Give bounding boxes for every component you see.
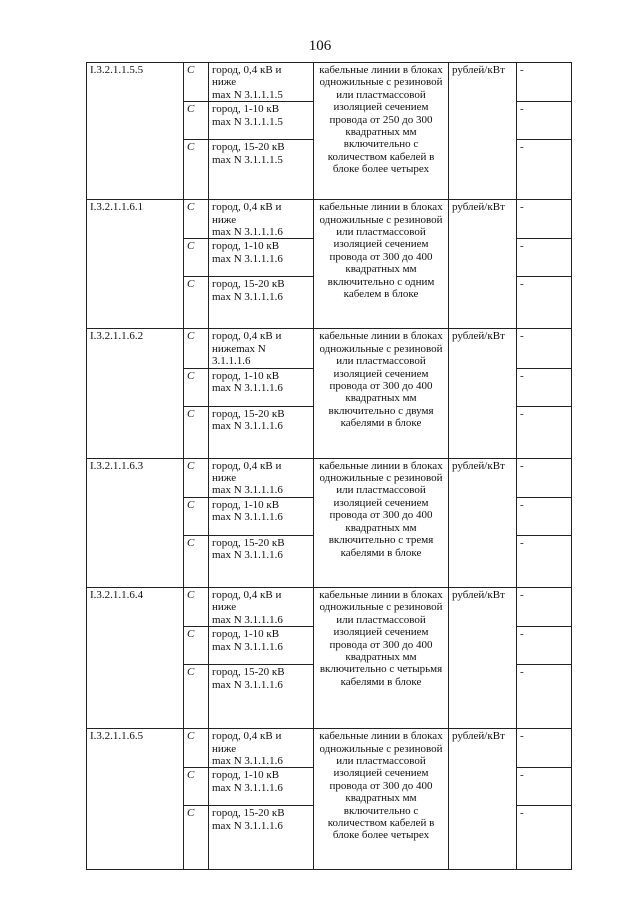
description-text: кабельные линии в блоках одножильные с резиновой или пластмассовой изоляцией сечением провода от 300 до 400 квадратных мм включительно с одним кабелем в блоке <box>319 201 443 301</box>
unit-cell: рублей/кВт <box>449 63 517 200</box>
condition-text: город, 15-20 кВ max N 3.1.1.1.5 <box>212 141 285 166</box>
unit-cell: рублей/кВт <box>449 587 517 728</box>
condition-cell <box>209 535 314 587</box>
condition-text: город, 15-20 кВ max N 3.1.1.1.6 <box>212 278 285 303</box>
rate-value: - <box>517 627 572 665</box>
rate-value: - <box>517 535 572 587</box>
condition-text: город, 0,4 кВ и ниже max N 3.1.1.1.5 <box>212 64 283 101</box>
condition-text: город, 15-20 кВ max N 3.1.1.1.6 <box>212 807 285 832</box>
condition-text: город, 15-20 кВ max N 3.1.1.1.6 <box>212 407 285 433</box>
unit-cell: рублей/кВт <box>449 329 517 458</box>
rate-value: - <box>517 140 572 200</box>
item-code: I.3.2.1.1.6.1 <box>87 200 184 329</box>
description-text: кабельные линии в блоках одножильные с резиновой или пластмассовой изоляцией сечением провода от 300 до 400 квадратных мм включительно с количеством кабелей в блоке более четырех <box>319 730 443 842</box>
description-text: кабельные линии в блоках одножильные с резиновой или пластмассовой изоляцией сечением провода от 300 до 400 квадратных мм включительно с четырьмя кабелями в блоке <box>319 588 443 688</box>
condition-text: город, 0,4 кВ и ниже max N 3.1.1.1.6 <box>212 730 283 767</box>
table-row <box>87 587 572 626</box>
condition-text: город, 15-20 кВ max N 3.1.1.1.6 <box>212 666 285 691</box>
tariff-table-body <box>87 63 572 870</box>
condition-cell <box>209 368 314 406</box>
unit-cell: рублей/кВт <box>449 458 517 587</box>
rate-value: - <box>517 768 572 806</box>
rate-value: - <box>517 200 572 239</box>
condition-text: город, 0,4 кВ и нижеmax N 3.1.1.1.6 <box>212 330 282 368</box>
voltage-category: С <box>184 200 209 239</box>
item-description <box>314 458 449 587</box>
rate-value: - <box>517 63 572 102</box>
item-code: I.3.2.1.1.6.4 <box>87 587 184 728</box>
rate-value: - <box>517 665 572 729</box>
description-text: кабельные линии в блоках одножильные с резиновой или пластмассовой изоляцией сечением провода от 300 до 400 квадратных мм включительно с тремя кабелями в блоке <box>319 459 443 559</box>
condition-cell <box>209 806 314 870</box>
condition-cell <box>209 140 314 200</box>
condition-cell <box>209 627 314 665</box>
voltage-category: С <box>184 102 209 140</box>
item-description <box>314 63 449 200</box>
rate-value: - <box>517 729 572 768</box>
condition-cell <box>209 458 314 497</box>
condition-text: город, 1-10 кВ max N 3.1.1.1.6 <box>212 769 283 794</box>
condition-cell <box>209 239 314 277</box>
condition-text: город, 1-10 кВ max N 3.1.1.1.6 <box>212 369 283 395</box>
table-row <box>87 329 572 368</box>
voltage-category: С <box>184 768 209 806</box>
item-code: I.3.2.1.1.5.5 <box>87 63 184 200</box>
rate-value: - <box>517 587 572 626</box>
item-description <box>314 200 449 329</box>
item-code: I.3.2.1.1.6.2 <box>87 329 184 458</box>
table-row <box>87 63 572 102</box>
condition-text: город, 1-10 кВ max N 3.1.1.1.6 <box>212 628 283 653</box>
condition-text: город, 1-10 кВ max N 3.1.1.1.6 <box>212 240 283 265</box>
condition-text: город, 1-10 кВ max N 3.1.1.1.5 <box>212 103 283 128</box>
condition-cell <box>209 665 314 729</box>
voltage-category: С <box>184 627 209 665</box>
condition-text: город, 0,4 кВ и ниже max N 3.1.1.1.6 <box>212 588 283 626</box>
item-description <box>314 729 449 870</box>
voltage-category: С <box>184 806 209 870</box>
rate-value: - <box>517 458 572 497</box>
rate-value: - <box>517 329 572 368</box>
unit-cell: рублей/кВт <box>449 729 517 870</box>
voltage-category: С <box>184 63 209 102</box>
voltage-category: С <box>184 140 209 200</box>
table-row <box>87 458 572 497</box>
condition-cell <box>209 587 314 626</box>
condition-cell <box>209 63 314 102</box>
table-row <box>87 200 572 239</box>
condition-cell <box>209 406 314 458</box>
table-row <box>87 729 572 768</box>
condition-text: город, 0,4 кВ и ниже max N 3.1.1.1.6 <box>212 201 283 239</box>
rate-value: - <box>517 497 572 535</box>
condition-text: город, 1-10 кВ max N 3.1.1.1.6 <box>212 498 283 524</box>
description-text: кабельные линии в блоках одножильные с резиновой или пластмассовой изоляцией сечением провода от 250 до 300 квадратных мм включительно с количеством кабелей в блоке более четырех <box>319 64 443 176</box>
tariff-table <box>86 62 572 870</box>
condition-cell <box>209 768 314 806</box>
condition-cell <box>209 277 314 329</box>
condition-text: город, 15-20 кВ max N 3.1.1.1.6 <box>212 536 285 562</box>
voltage-category: С <box>184 665 209 729</box>
voltage-category: С <box>184 329 209 368</box>
condition-cell <box>209 200 314 239</box>
voltage-category: С <box>184 277 209 329</box>
rate-value: - <box>517 368 572 406</box>
condition-cell <box>209 729 314 768</box>
page-number: 106 <box>308 38 332 54</box>
condition-text: город, 0,4 кВ и ниже max N 3.1.1.1.6 <box>212 459 283 497</box>
voltage-category: С <box>184 239 209 277</box>
condition-cell <box>209 102 314 140</box>
rate-value: - <box>517 102 572 140</box>
unit-cell: рублей/кВт <box>449 200 517 329</box>
voltage-category: С <box>184 368 209 406</box>
voltage-category: С <box>184 406 209 458</box>
rate-value: - <box>517 806 572 870</box>
voltage-category: С <box>184 729 209 768</box>
item-code: I.3.2.1.1.6.3 <box>87 458 184 587</box>
item-description <box>314 587 449 728</box>
voltage-category: С <box>184 458 209 497</box>
voltage-category: С <box>184 535 209 587</box>
item-description <box>314 329 449 458</box>
rate-value: - <box>517 277 572 329</box>
description-text: кабельные линии в блоках одножильные с резиновой или пластмассовой изоляцией сечением провода от 300 до 400 квадратных мм включительно с двумя кабелями в блоке <box>319 330 443 430</box>
rate-value: - <box>517 406 572 458</box>
condition-cell <box>209 497 314 535</box>
item-code: I.3.2.1.1.6.5 <box>87 729 184 870</box>
rate-value: - <box>517 239 572 277</box>
voltage-category: С <box>184 587 209 626</box>
voltage-category: С <box>184 497 209 535</box>
condition-cell <box>209 329 314 368</box>
